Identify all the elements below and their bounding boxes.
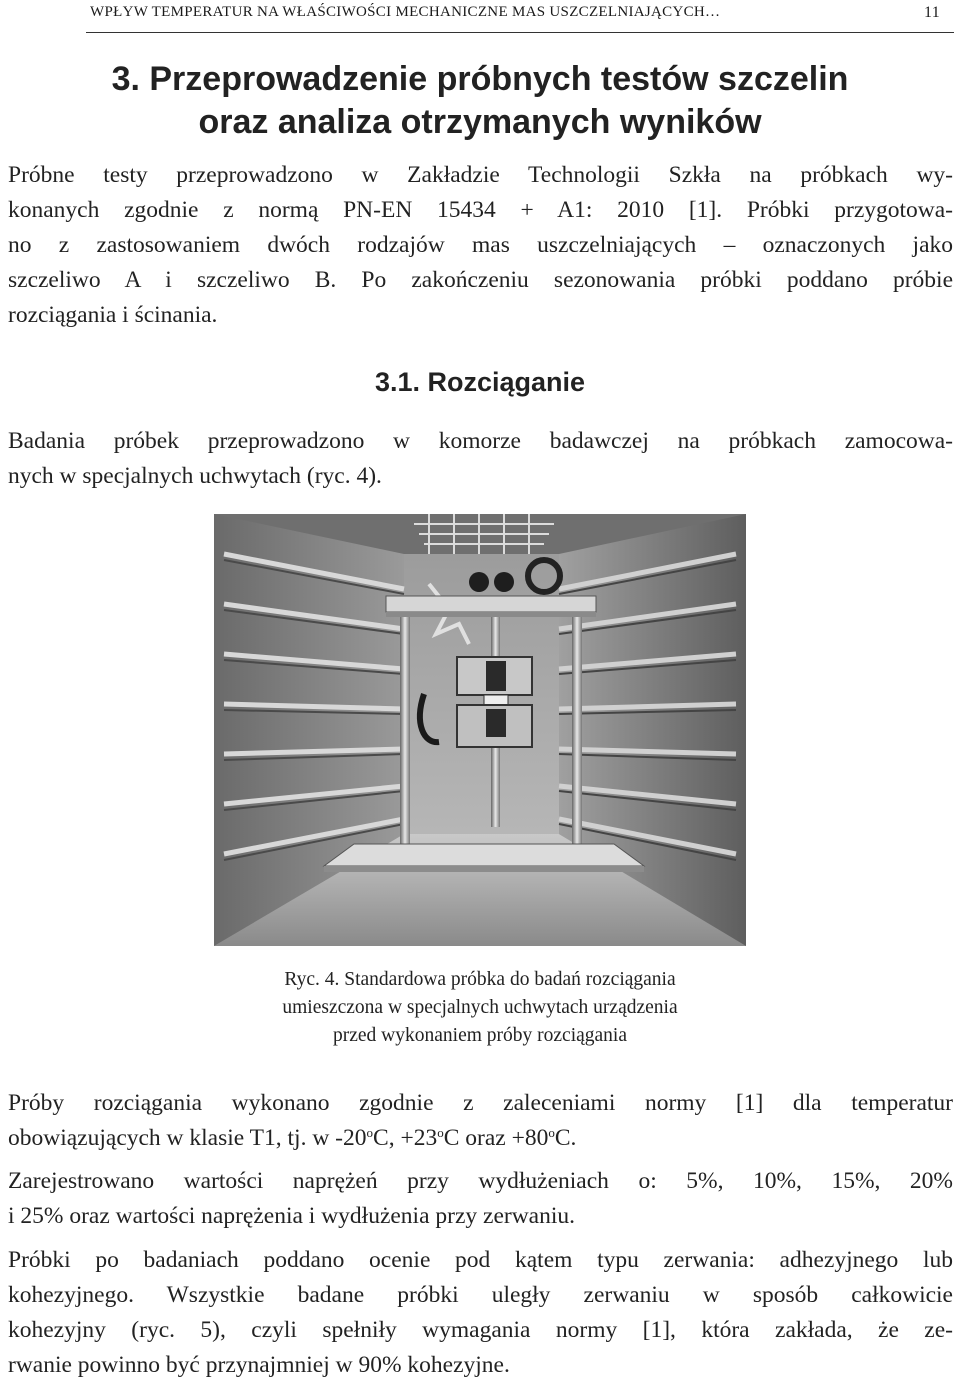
caption-line: przed wykonaniem próby rozciągania (332, 1025, 627, 1046)
caption-line: Ryc. 4. Standardowa próbka do badań rozciągania (284, 969, 676, 990)
paragraph-line: Próbki po badaniach poddano ocenie pod kątem typu zerwania: adhezyjnego lub (8, 1247, 953, 1273)
degree-superscript: o (437, 1125, 444, 1140)
paragraph-line: Próby rozciągania wykonano zgodnie z zaleceniami normy [1] dla temperatur (8, 1090, 953, 1116)
paragraph-line: no z zastosowaniem dwóch rodzajów mas uszczelniających – oznaczonych jako (8, 232, 953, 258)
paragraph-line: nych w specjalnych uchwytach (ryc. 4). (8, 463, 382, 489)
section-title (0, 58, 960, 144)
paragraph-line: szczeliwo A i szczeliwo B. Po zakończeniu sezonowania próbki poddano próbie (8, 267, 953, 293)
zarejestrowano-paragraph (8, 1164, 953, 1234)
running-title: WPŁYW TEMPERATUR NA WŁAŚCIWOŚCI MECHANICZNE MAS USZCZELNIAJĄCYCH… (90, 4, 721, 20)
probki-paragraph (8, 1243, 953, 1383)
paragraph-line: Zarejestrowano wartości naprężeń przy wydłużeniach o: 5%, 10%, 15%, 20% (8, 1168, 953, 1194)
paragraph-line: Badania próbek przeprowadzono w komorze badawczej na próbkach zamocowa- (8, 428, 953, 454)
figure-caption (0, 966, 960, 1050)
paragraph-line-temperatures (8, 1121, 953, 1156)
proby-paragraph (8, 1086, 953, 1156)
subsection-title: 3.1. Rozciąganie (374, 367, 586, 397)
header-rule (86, 32, 954, 33)
paragraph-line: kohezyjny (ryc. 5), czyli spełniły wymagania normy [1], która zakłada, że ze- (8, 1317, 953, 1343)
intro-paragraph (8, 158, 953, 333)
temperature-text: C oraz +80 (443, 1125, 549, 1151)
page-number: 11 (923, 4, 940, 21)
section-title-line: 3. Przeprowadzenie próbnych testów szczelin (111, 60, 849, 98)
caption-line: umieszczona w specjalnych uchwytach urządzenia (282, 997, 678, 1018)
temperature-text: C. (554, 1125, 577, 1151)
paragraph-line: kohezyjnego. Wszystkie badane próbki uległy zerwaniu w sposób całkowicie (8, 1282, 953, 1308)
paragraph-line: i 25% oraz wartości naprężenia i wydłużenia przy zerwaniu. (8, 1203, 576, 1229)
paragraph-line: Próbne testy przeprowadzono w Zakładzie Technologii Szkła na próbkach wy- (8, 162, 953, 188)
figure-photo (214, 514, 746, 946)
paragraph-line: rozciągania i ścinania. (8, 302, 218, 328)
badania-paragraph (8, 424, 953, 494)
degree-superscript: o (366, 1125, 374, 1140)
temperature-text: obowiązujących w klasie T1, tj. w -20 (8, 1125, 367, 1151)
degree-superscript: o (548, 1125, 555, 1140)
photo-test-chamber-icon (214, 514, 746, 946)
running-header (90, 4, 940, 30)
paragraph-line: rwanie powinno być przynajmniej w 90% kohezyjne. (8, 1352, 510, 1378)
paragraph-line: konanych zgodnie z normą PN-EN 15434 + A1: 2010 [1]. Próbki przygotowa- (8, 197, 953, 223)
section-title-line: oraz analiza otrzymanych wyników (198, 103, 762, 141)
temperature-text: C, +23 (373, 1125, 438, 1151)
